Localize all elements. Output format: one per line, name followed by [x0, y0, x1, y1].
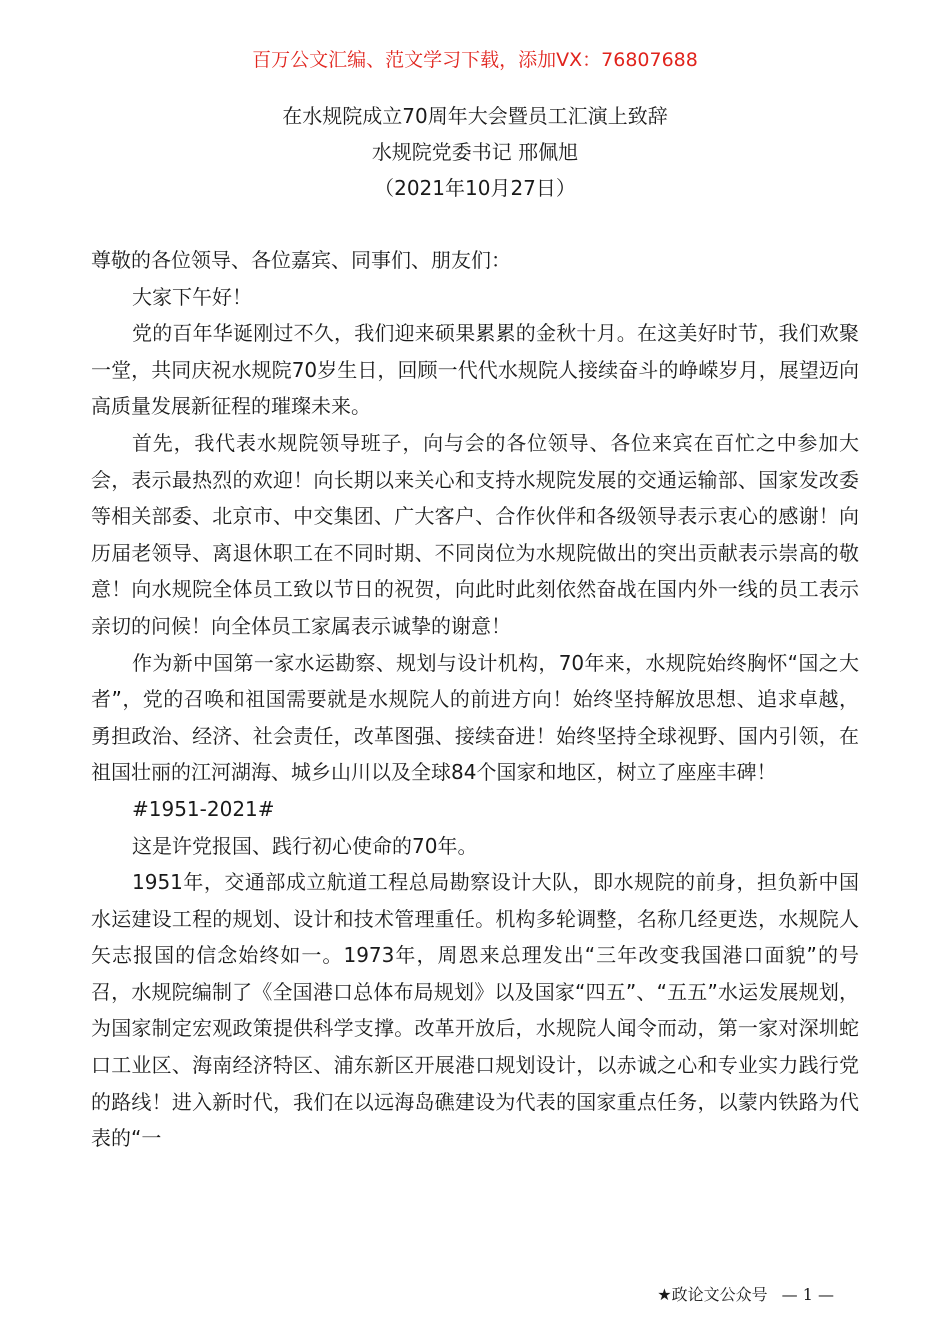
paragraph: 首先，我代表水规院领导班子，向与会的各位领导、各位来宾在百忙之中参加大会，表示最热烈的欢迎！向长期以来关心和支持水规院发展的交通运输部、国家发改委等相关部委、北京市、中交集团、广大客户、合作伙伴和各级领导表示衷心的感谢！向历届老领导、离退休职工在不同时期、不同岗位为水规院做出的突出贡献表示崇高的敬意！向水规院全体员工致以节日的祝贺，向此时此刻依然奋战在国内外一线的员工表示亲切的问候！向全体员工家属表示诚挚的谢意！ [91, 430, 859, 638]
section-marker: #1951-2021# [132, 796, 275, 821]
date-line: （2021年10月27日） [374, 176, 576, 200]
watermark-text: 百万公文汇编、范文学习下载，添加VX：76807688 [252, 49, 698, 71]
title-block [0, 98, 950, 206]
document-title: 在水规院成立70周年大会暨员工汇演上致辞 [282, 104, 668, 128]
paragraph: 作为新中国第一家水运勘察、规划与设计机构，70年来，水规院始终胸怀“国之大者”，党的召唤和祖国需要就是水规院人的前进方向！始终坚持解放思想、追求卓越，勇担政治、经济、社会责任，改革图强、接续奋进！始终坚持全球视野、国内引领，在祖国壮丽的江河湖海、城乡山川以及全球84个国家和地区，树立了座座丰碑！ [91, 650, 859, 785]
speech-body [91, 242, 859, 1157]
page-footer [657, 1283, 834, 1307]
paragraph: 大家下午好！ [132, 284, 252, 309]
author-line: 水规院党委书记 邢佩旭 [371, 140, 579, 164]
salutation: 尊敬的各位领导、各位嘉宾、同事们、朋友们： [91, 248, 511, 272]
footer-source: ★政论文公众号 [657, 1285, 768, 1304]
page-number: — 1 — [781, 1285, 834, 1304]
paragraph: 党的百年华诞刚过不久，我们迎来硕果累累的金秋十月。在这美好时节，我们欢聚一堂，共同庆祝水规院70岁生日，回顾一代代水规院人接续奋斗的峥嵘岁月，展望迈向高质量发展新征程的璀璨未来。 [91, 321, 859, 419]
paragraph: 1951年，交通部成立航道工程总局勘察设计大队，即水规院的前身，担负新中国水运建设工程的规划、设计和技术管理重任。机构多轮调整，名称几经更迭，水规院人矢志报国的信念始终如一。1973年，周恩来总理发出“三年改变我国港口面貌”的号召，水规院编制了《全国港口总体布局规划》以及国家“四五”、“五五”水运发展规划，为国家制定宏观政策提供科学支撑。改革开放后，水规院人闻令而动，第一家对深圳蛇口工业区、海南经济特区、浦东新区开展港口规划设计，以赤诚之心和专业实力践行党的路线！进入新时代，我们在以远海岛礁建设为代表的国家重点任务，以蒙内铁路为代表的“一 [91, 870, 859, 1151]
section-heading: 这是许党报国、践行初心使命的70年。 [132, 833, 478, 858]
